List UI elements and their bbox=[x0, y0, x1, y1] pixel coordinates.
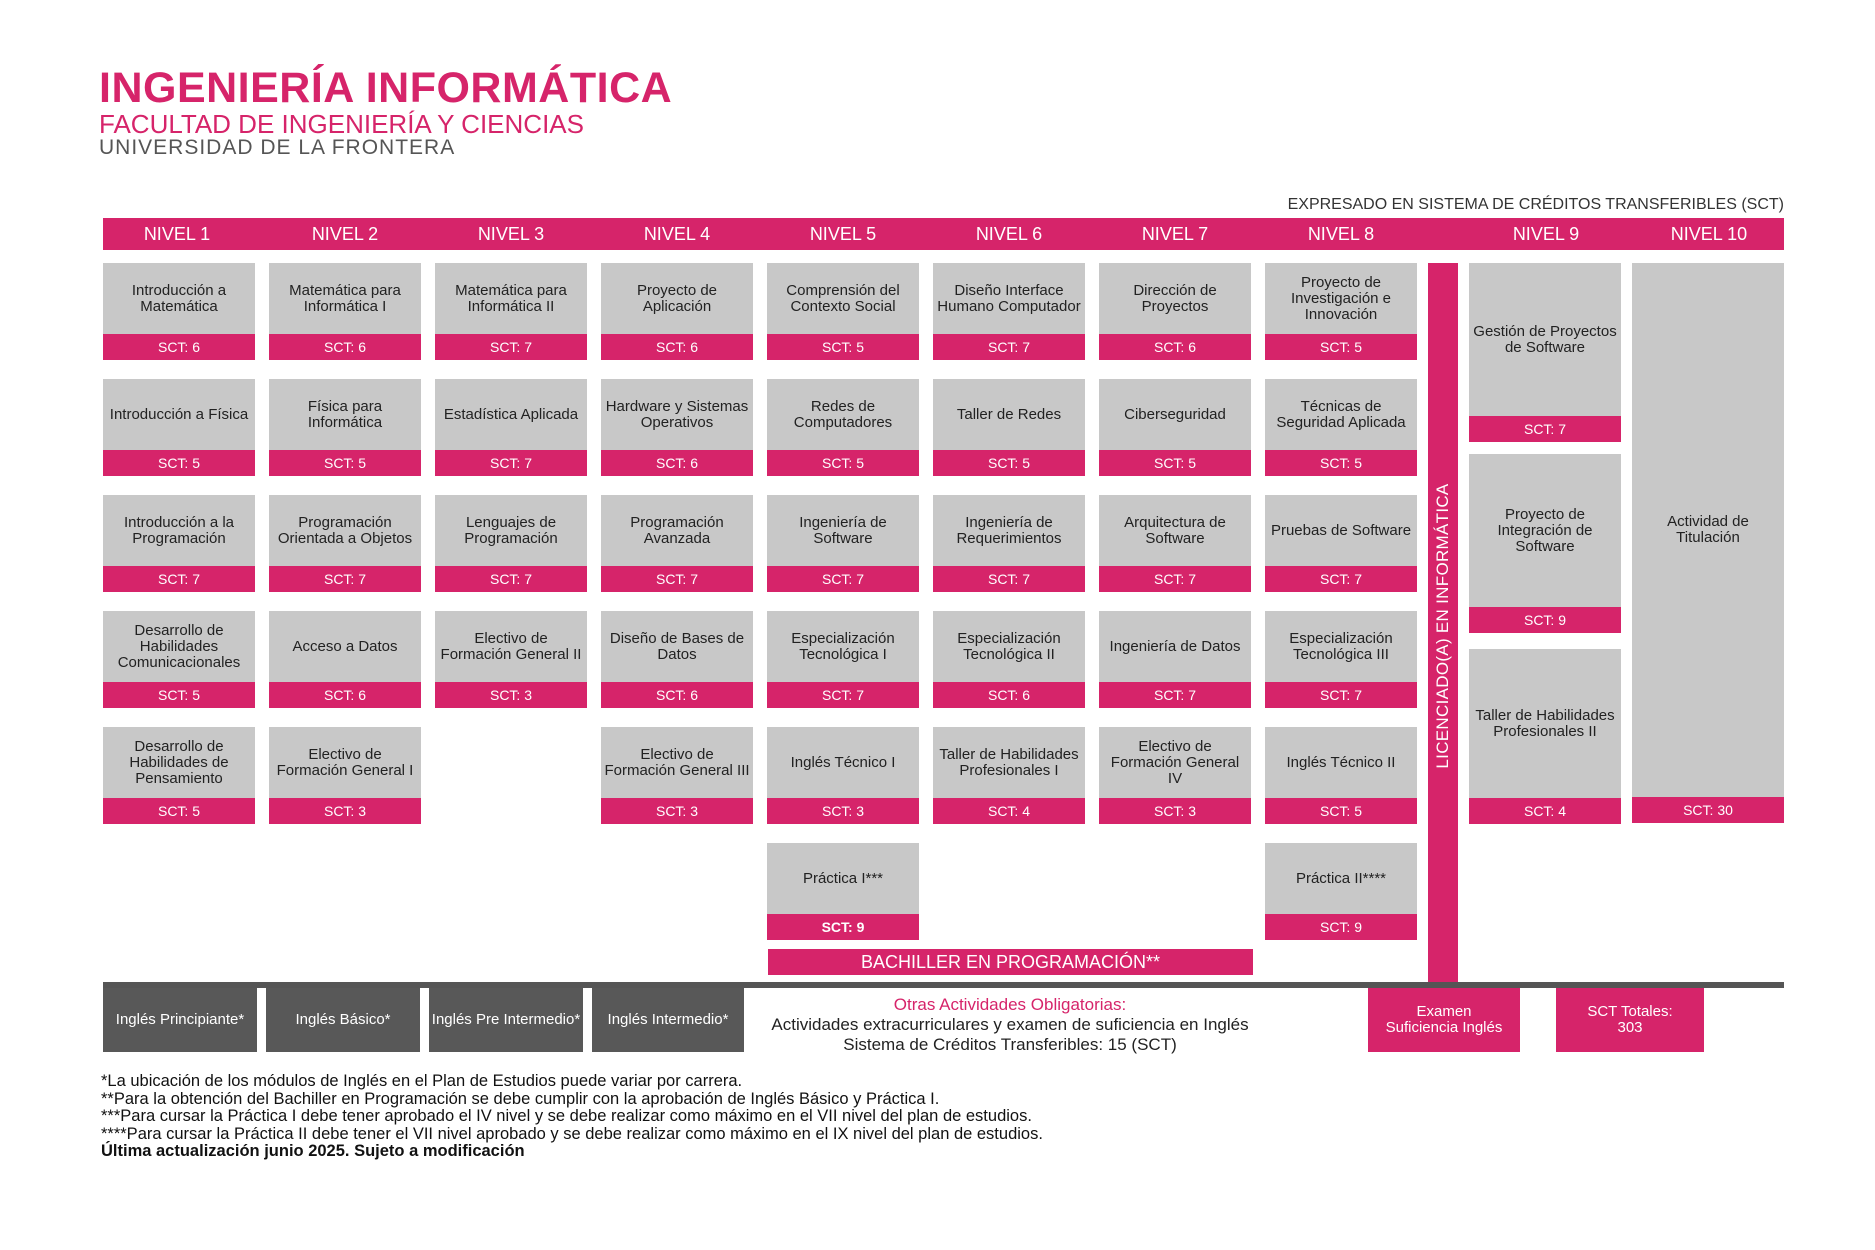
total-sct-box bbox=[1556, 988, 1704, 1052]
level-5-header: NIVEL 5 bbox=[809, 224, 877, 244]
course-card: Ingeniería de Datos SCT: 7 bbox=[1099, 611, 1251, 708]
course-card: Especialización Tecnológica III SCT: 7 bbox=[1265, 611, 1417, 708]
other-activities-line: Actividades extracurriculares y examen de suficiencia en Inglés bbox=[771, 1015, 1249, 1034]
course-card: Hardware y Sistemas Operativos SCT: 6 bbox=[601, 379, 753, 476]
course-card: Ciberseguridad SCT: 5 bbox=[1099, 379, 1251, 476]
course-card: Diseño de Bases de Datos SCT: 6 bbox=[601, 611, 753, 708]
level-9-header: NIVEL 9 bbox=[1512, 224, 1580, 244]
levels-header-bar bbox=[103, 218, 1784, 250]
course-card: Comprensión del Contexto Social SCT: 5 bbox=[767, 263, 919, 360]
course-card: Ingeniería de Requerimientos SCT: 7 bbox=[933, 495, 1085, 592]
course-card: Desarrollo de Habilidades de Pensamiento SCT: 5 bbox=[103, 727, 255, 824]
course-card: Dirección de Proyectos SCT: 6 bbox=[1099, 263, 1251, 360]
licenciado-bar bbox=[1428, 263, 1458, 989]
course-card: Taller de Habilidades Profesionales II SCT: 4 bbox=[1469, 649, 1621, 824]
course-card: Proyecto de Integración de Software SCT: 9 bbox=[1469, 454, 1621, 633]
level-6-header: NIVEL 6 bbox=[975, 224, 1043, 244]
level-1-header: NIVEL 1 bbox=[143, 224, 211, 244]
footnote: ***Para cursar la Práctica I debe tener aprobado el IV nivel y se debe realizar como máximo en el VII nivel del plan de estudios. bbox=[101, 1107, 1032, 1125]
faculty-name: FACULTAD DE INGENIERÍA Y CIENCIAS bbox=[99, 109, 584, 139]
english-exam-label: Examen Suficiencia Inglés bbox=[1385, 1003, 1503, 1036]
course-card: Diseño Interface Humano Computador SCT: 7 bbox=[933, 263, 1085, 360]
course-card-practica: Práctica II**** SCT: 9 bbox=[1265, 843, 1417, 940]
english-exam-box bbox=[1368, 988, 1520, 1052]
total-sct-label: SCT Totales: 303 bbox=[1587, 1003, 1673, 1036]
course-card: Programación Avanzada SCT: 7 bbox=[601, 495, 753, 592]
course-card: Gestión de Proyectos de Software SCT: 7 bbox=[1469, 263, 1621, 442]
level-2-header: NIVEL 2 bbox=[311, 224, 379, 244]
english-module: Inglés Intermedio* bbox=[592, 988, 744, 1052]
other-activities-title: Otras Actividades Obligatorias: bbox=[893, 995, 1127, 1014]
course-card: Inglés Técnico II SCT: 5 bbox=[1265, 727, 1417, 824]
course-card: Especialización Tecnológica I SCT: 7 bbox=[767, 611, 919, 708]
footnotes bbox=[101, 1073, 1043, 1161]
page-title: INGENIERÍA INFORMÁTICA bbox=[99, 64, 673, 112]
level-10-header: NIVEL 10 bbox=[1670, 224, 1748, 244]
licenciado-label: LICENCIADO(A) EN INFORMÁTICA bbox=[1433, 483, 1452, 769]
level-8-header: NIVEL 8 bbox=[1307, 224, 1375, 244]
course-card: Física para Informática SCT: 5 bbox=[269, 379, 421, 476]
university-name: UNIVERSIDAD DE LA FRONTERA bbox=[99, 136, 456, 159]
course-card: Electivo de Formación General IV SCT: 3 bbox=[1099, 727, 1251, 824]
course-card: Matemática para Informática II SCT: 7 bbox=[435, 263, 587, 360]
course-card: Pruebas de Software SCT: 7 bbox=[1265, 495, 1417, 592]
course-card: Introducción a Física SCT: 5 bbox=[103, 379, 255, 476]
footnote: **Para la obtención del Bachiller en Programación se debe cumplir con la aprobación de Inglés Básico y Práctica I. bbox=[101, 1089, 940, 1108]
footnote: ****Para cursar la Práctica II debe tener el VII nivel aprobado y se debe realizar como máximo en el IX nivel del plan de estudios. bbox=[101, 1124, 1043, 1143]
course-card: Introducción a la Programación SCT: 7 bbox=[103, 495, 255, 592]
course-card-practica: Práctica I*** SCT: 9 bbox=[767, 843, 919, 940]
course-card: Redes de Computadores SCT: 5 bbox=[767, 379, 919, 476]
course-card: Electivo de Formación General I SCT: 3 bbox=[269, 727, 421, 824]
course-card: Programación Orientada a Objetos SCT: 7 bbox=[269, 495, 421, 592]
course-card: Actividad de Titulación SCT: 30 bbox=[1632, 263, 1784, 823]
english-module: Inglés Principiante* bbox=[103, 988, 257, 1052]
course-card: Taller de Redes SCT: 5 bbox=[933, 379, 1085, 476]
level-7-header: NIVEL 7 bbox=[1141, 224, 1209, 244]
last-update-note: Última actualización junio 2025. Sujeto a modificación bbox=[101, 1142, 525, 1160]
level-3-header: NIVEL 3 bbox=[477, 224, 545, 244]
english-module: Inglés Pre Intermedio* bbox=[429, 988, 583, 1052]
course-card: Electivo de Formación General III SCT: 3 bbox=[601, 727, 753, 824]
course-card: Taller de Habilidades Profesionales I SCT: 4 bbox=[933, 727, 1085, 824]
course-card: Lenguajes de Programación SCT: 7 bbox=[435, 495, 587, 592]
course-card: Introducción a Matemática SCT: 6 bbox=[103, 263, 255, 360]
course-card: Proyecto de Aplicación SCT: 6 bbox=[601, 263, 753, 360]
course-card: Proyecto de Investigación e Innovación SCT: 5 bbox=[1265, 263, 1417, 360]
course-card: Inglés Técnico I SCT: 3 bbox=[767, 727, 919, 824]
course-card: Acceso a Datos SCT: 6 bbox=[269, 611, 421, 708]
credit-system-note: EXPRESADO EN SISTEMA DE CRÉDITOS TRANSFERIBLES (SCT) bbox=[1287, 196, 1784, 213]
other-activities-line: Sistema de Créditos Transferibles: 15 (SCT) bbox=[843, 1035, 1177, 1054]
course-card: Estadística Aplicada SCT: 7 bbox=[435, 379, 587, 476]
course-card: Ingeniería de Software SCT: 7 bbox=[767, 495, 919, 592]
english-module: Inglés Básico* bbox=[266, 988, 420, 1052]
footnote: *La ubicación de los módulos de Inglés en el Plan de Estudios puede variar por carrera. bbox=[101, 1072, 743, 1090]
course-card: Arquitectura de Software SCT: 7 bbox=[1099, 495, 1251, 592]
level-4-header: NIVEL 4 bbox=[643, 224, 711, 244]
course-card: Desarrollo de Habilidades Comunicacionales SCT: 5 bbox=[103, 611, 255, 708]
course-card: Especialización Tecnológica II SCT: 6 bbox=[933, 611, 1085, 708]
other-activities bbox=[760, 995, 1260, 1055]
bachiller-bar: BACHILLER EN PROGRAMACIÓN** bbox=[768, 949, 1253, 975]
course-card: Técnicas de Seguridad Aplicada SCT: 5 bbox=[1265, 379, 1417, 476]
course-card: Matemática para Informática I SCT: 6 bbox=[269, 263, 421, 360]
course-card: Electivo de Formación General II SCT: 3 bbox=[435, 611, 587, 708]
